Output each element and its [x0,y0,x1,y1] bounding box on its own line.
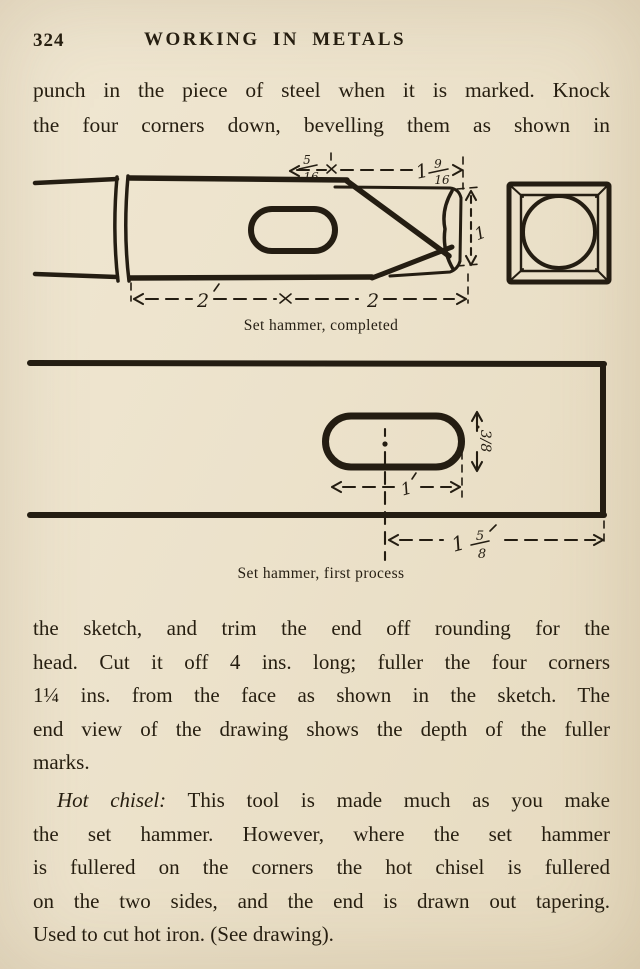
dim-label-offset-num: 5 [475,529,485,544]
fuller-groove [115,177,118,281]
text-line: the four corners down, bevelling them as shown in [33,113,610,137]
end-view-bevels [512,187,606,279]
text-line: the set hammer. However, where the set hammer [33,821,610,846]
end-view-circle [523,196,595,268]
dim-label-slot: 1 [398,478,415,501]
dim-label-1-9-16-den: 16 [434,173,450,187]
dim-label-1-9-16-num: 9 [434,157,442,171]
figure-set-hammer-completed [0,150,640,342]
dim-label-depth: 3/8 [477,429,493,453]
slot [326,416,462,467]
taper-top [347,181,449,256]
figure1-caption: Set hammer, completed [243,317,399,334]
hot-chisel-first-rest: This tool is made much as you make [187,788,610,812]
eye-slot [251,209,335,251]
text-line: 1¼ ins. from the face as shown in the sketch. The [33,683,610,708]
text-line: end view of the drawing shows the depth of the fuller [33,716,610,741]
end-view [509,184,609,282]
figure2-caption: Set hammer, first process [237,565,405,582]
text-line: is fullered on the corners the hot chisel is fullered [33,855,610,880]
text-line [33,784,610,818]
dimension-top [290,153,463,189]
dim-label-left-2: 2 [197,290,210,312]
text-line: marks. [33,750,90,775]
figure-set-hammer-first-process [0,342,640,600]
face-fuller-curves [444,191,453,269]
paragraph-middle [33,612,610,780]
dim-label-face: 1 [472,222,490,246]
page-number: 324 [33,30,65,51]
paragraph-intro [33,73,610,143]
dim-label-5-16-den: 16 [303,170,319,184]
fuller-groove [126,176,129,281]
dimension-slot-depth [472,412,493,471]
paragraph-hot-chisel [33,784,610,952]
text-line: head. Cut it off 4 ins. long; fuller the four corners [33,649,610,674]
dim-label-right-2: 2 [367,290,380,312]
text-line: Used to cut hot iron. (See drawing). [33,922,334,947]
running-header: WORKING IN METALS [143,29,407,50]
dim-label-offset-whole: 1 [448,530,468,557]
text-line: punch in the piece of steel when it is marked. Knock [33,78,610,102]
dim-label-1-9-16-whole: 1 [413,159,431,184]
hot-chisel-lead: Hot chisel: [57,788,167,812]
text-line: the sketch, and trim the end off rounding for the [33,616,610,640]
dim-label-5-16-num: 5 [303,153,311,167]
side-view-outline [35,176,461,281]
text-line: on the two sides, and the end is drawn out tapering. [33,888,610,913]
bar-outline [30,363,604,515]
dimension-slot-width [332,473,460,500]
dimension-offset [389,521,604,562]
dim-label-offset-den: 8 [477,547,487,562]
